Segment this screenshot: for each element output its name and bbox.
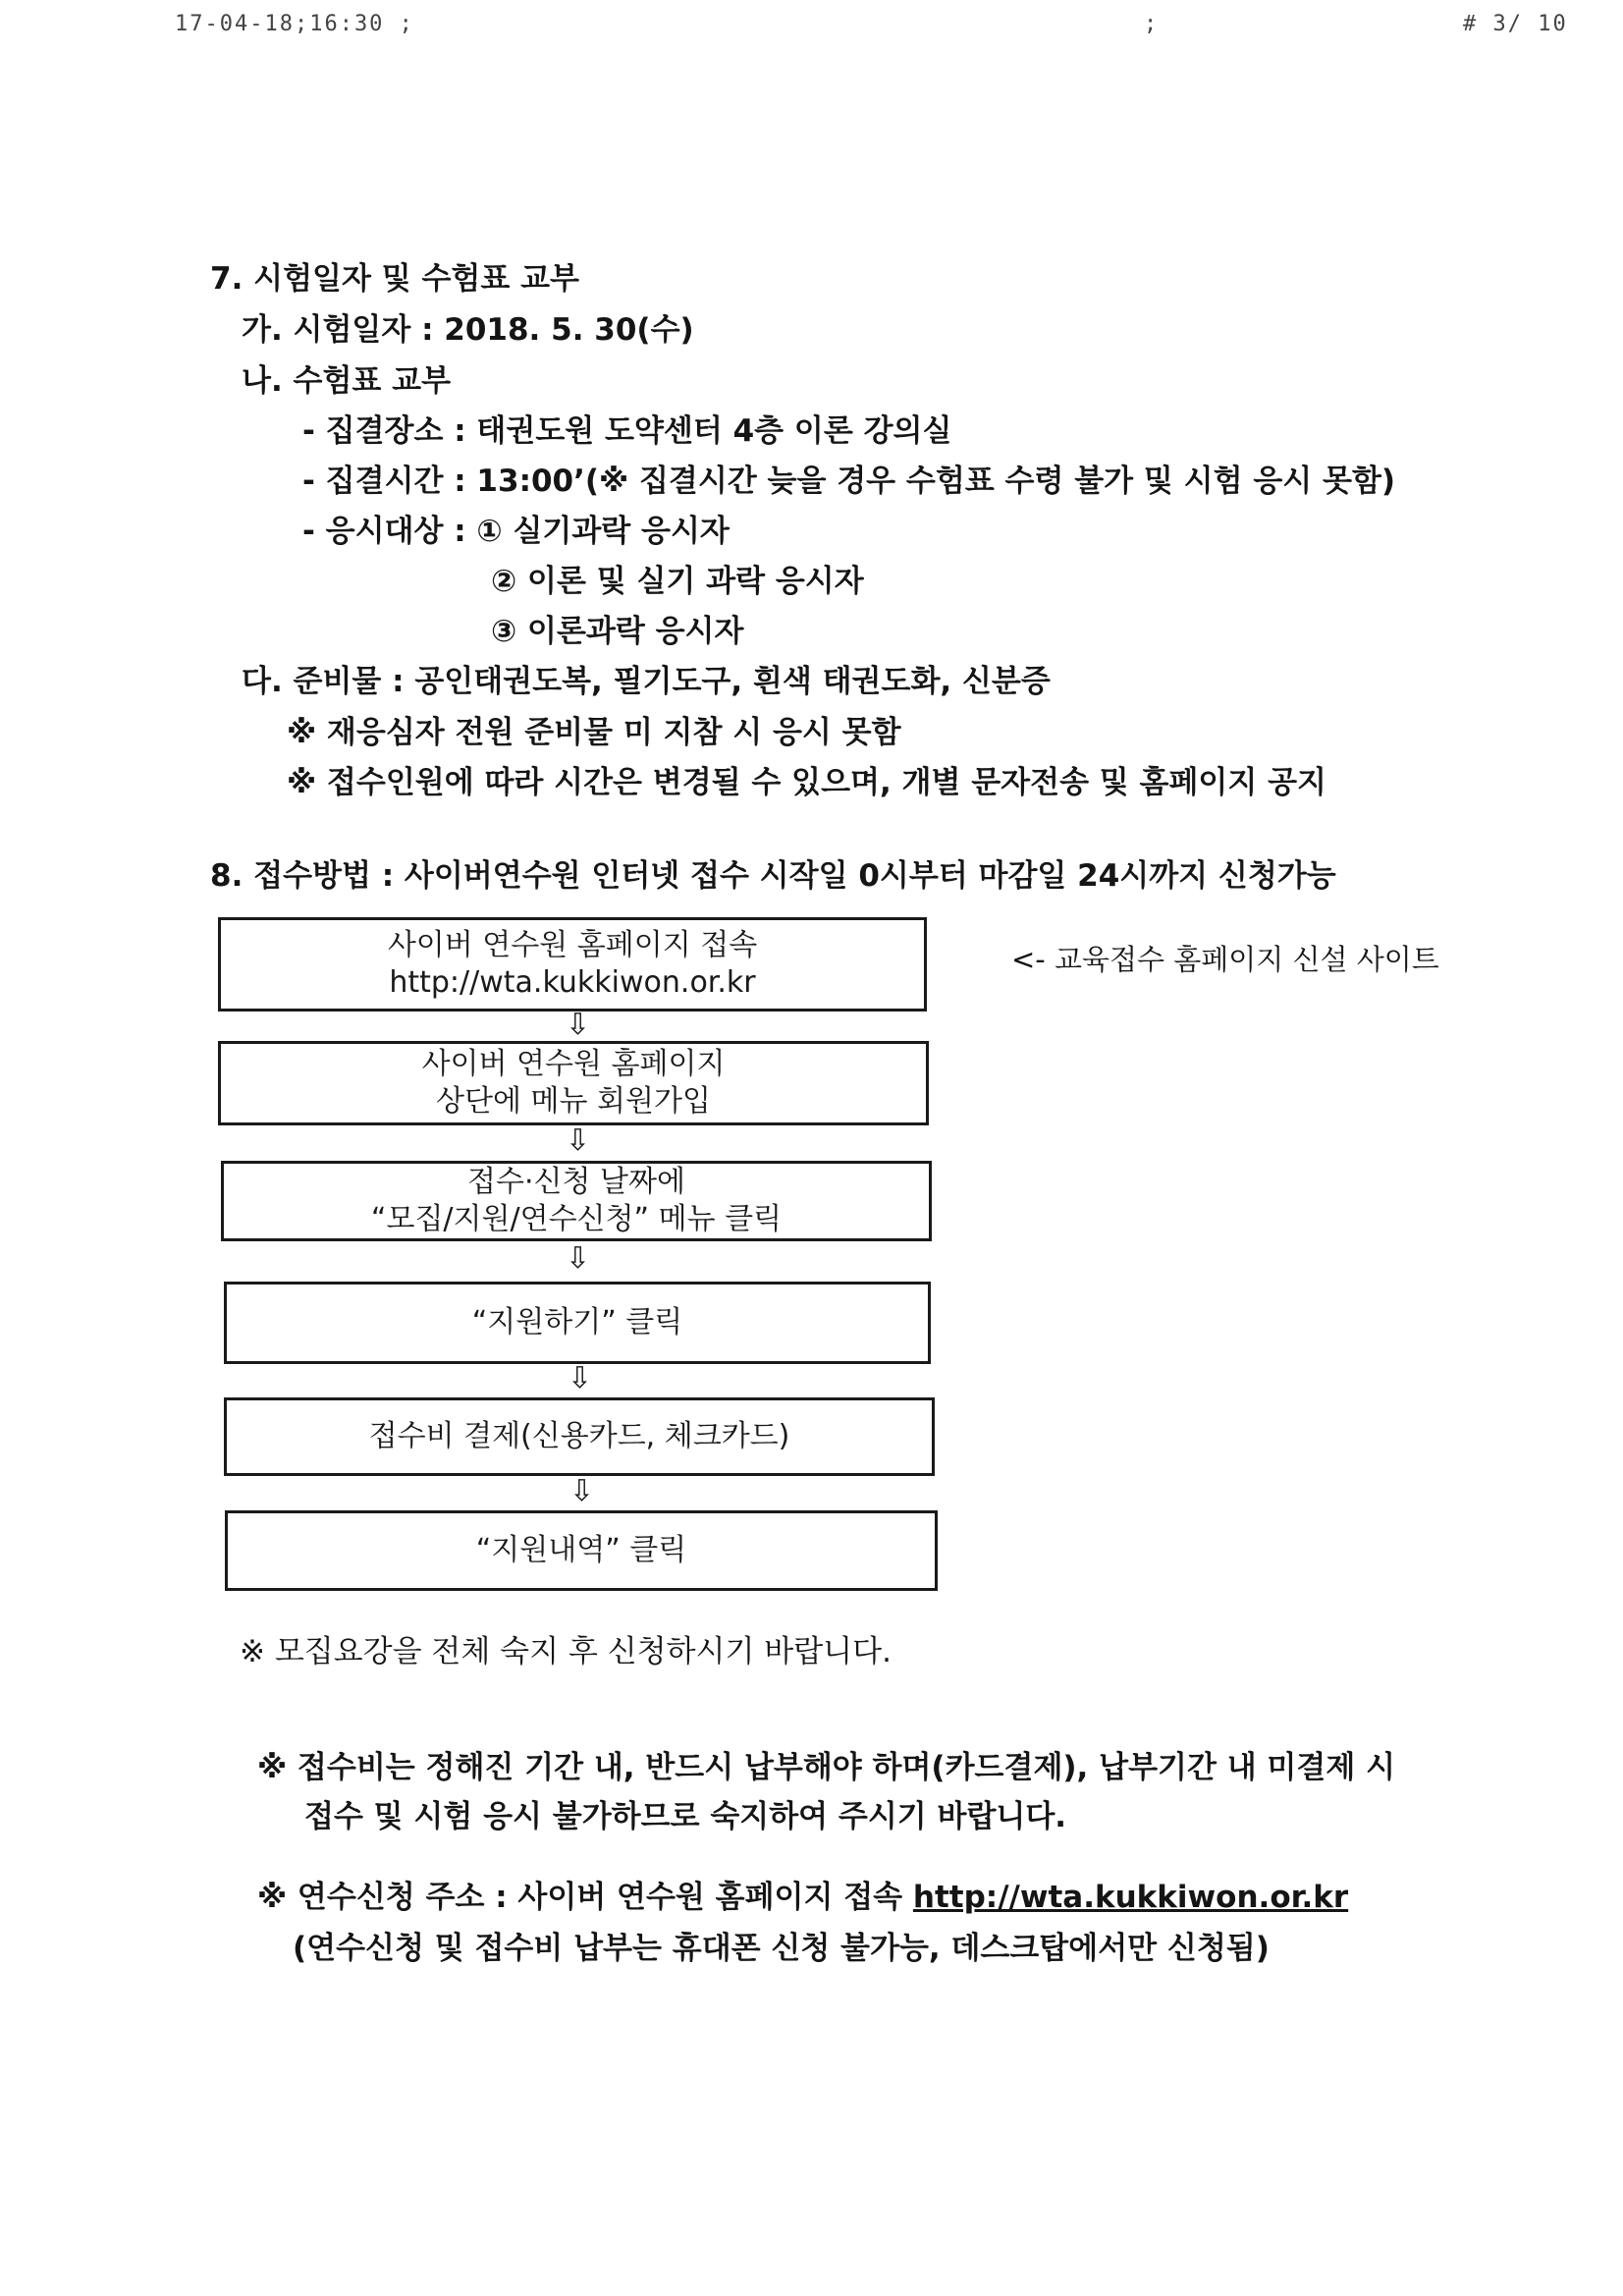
flow-step-6 xyxy=(225,1510,938,1591)
down-arrow-icon: ⇩ xyxy=(569,1474,595,1508)
gathering-time: - 집결시간 : 13:00’(※ 집결시간 늦을 경우 수험표 수령 불가 및 시험 응시 못함) xyxy=(302,464,1396,499)
flow-step-text: “지원내역” 클릭 xyxy=(475,1533,687,1567)
gathering-place: - 집결장소 : 태권도원 도약센터 4층 이론 강의실 xyxy=(302,413,952,449)
flow-step-2 xyxy=(218,1041,929,1125)
fee-note-line-2: 접수 및 시험 응시 불가하므로 숙지하여 주시기 바랍니다. xyxy=(304,1799,1067,1834)
flow-step-text: “지원하기” 클릭 xyxy=(471,1305,683,1339)
fax-header-middle: ; xyxy=(1144,12,1160,36)
exam-target: - 응시대상 : ① 실기과락 응시자 xyxy=(302,514,730,549)
flow-step-text: 사이버 연수원 홈페이지 접속 xyxy=(387,928,758,962)
fee-note-line-1: ※ 접수비는 정해진 기간 내, 반드시 납부해야 하며(카드결제), 납부기간 내 미결제 시 xyxy=(257,1750,1396,1785)
guide-note: ※ 모집요강을 전체 숙지 후 신청하시기 바랍니다. xyxy=(240,1634,892,1669)
flow-step-3 xyxy=(221,1161,932,1241)
exam-target-3: ③ 이론과락 응시자 xyxy=(491,614,744,649)
flow-step-4 xyxy=(224,1282,931,1364)
fax-header-page: # 3/ 10 xyxy=(1463,12,1568,36)
schedule-change-note: ※ 접수인원에 따라 시간은 변경될 수 있으며, 개별 문자전송 및 홈페이지 공지 xyxy=(287,765,1327,800)
down-arrow-icon: ⇩ xyxy=(566,1123,591,1158)
down-arrow-icon: ⇩ xyxy=(566,1008,591,1042)
apply-address-note: (연수신청 및 접수비 납부는 휴대폰 신청 불가능, 데스크탑에서만 신청됨) xyxy=(293,1931,1270,1966)
section8-title: 8. 접수방법 : 사이버연수원 인터넷 접수 시작일 0시부터 마감일 24시까지 신청가능 xyxy=(210,858,1336,894)
apply-address xyxy=(257,1878,1348,1917)
down-arrow-icon: ⇩ xyxy=(566,1241,591,1276)
required-items-note: ※ 재응심자 전원 준비물 미 지참 시 응시 못함 xyxy=(287,715,901,750)
flow-step-text: 접수비 결제(신용카드, 체크카드) xyxy=(368,1419,790,1453)
flow-step-text: “모집/지원/연수신청” 메뉴 클릭 xyxy=(370,1202,783,1236)
flow-step-text: 사이버 연수원 홈페이지 xyxy=(421,1047,726,1081)
flow-step-1 xyxy=(218,917,927,1011)
flow-step-text: 상단에 메뉴 회원가입 xyxy=(436,1084,711,1119)
flow-step-text: 접수·신청 날짜에 xyxy=(467,1165,685,1199)
apply-address-label: ※ 연수신청 주소 : 사이버 연수원 홈페이지 접속 xyxy=(257,1880,913,1915)
down-arrow-icon: ⇩ xyxy=(568,1361,593,1395)
apply-address-link[interactable]: http://wta.kukkiwon.or.kr xyxy=(912,1880,1349,1915)
required-items: 다. 준비물 : 공인태권도복, 필기도구, 흰색 태권도화, 신분증 xyxy=(242,664,1051,699)
site-note: <- 교육접수 홈페이지 신설 사이트 xyxy=(1011,943,1439,976)
flow-step-5 xyxy=(224,1397,935,1476)
exam-target-2: ② 이론 및 실기 과락 응시자 xyxy=(491,564,864,599)
section7-title: 7. 시험일자 및 수험표 교부 xyxy=(210,261,579,297)
fax-header-left: 17-04-18;16:30 ; xyxy=(175,12,414,36)
exam-date: 가. 시험일자 : 2018. 5. 30(수) xyxy=(242,312,694,348)
ticket-issue-heading: 나. 수험표 교부 xyxy=(242,363,452,399)
flow-step-url[interactable]: http://wta.kukkiwon.or.kr xyxy=(389,965,756,1000)
